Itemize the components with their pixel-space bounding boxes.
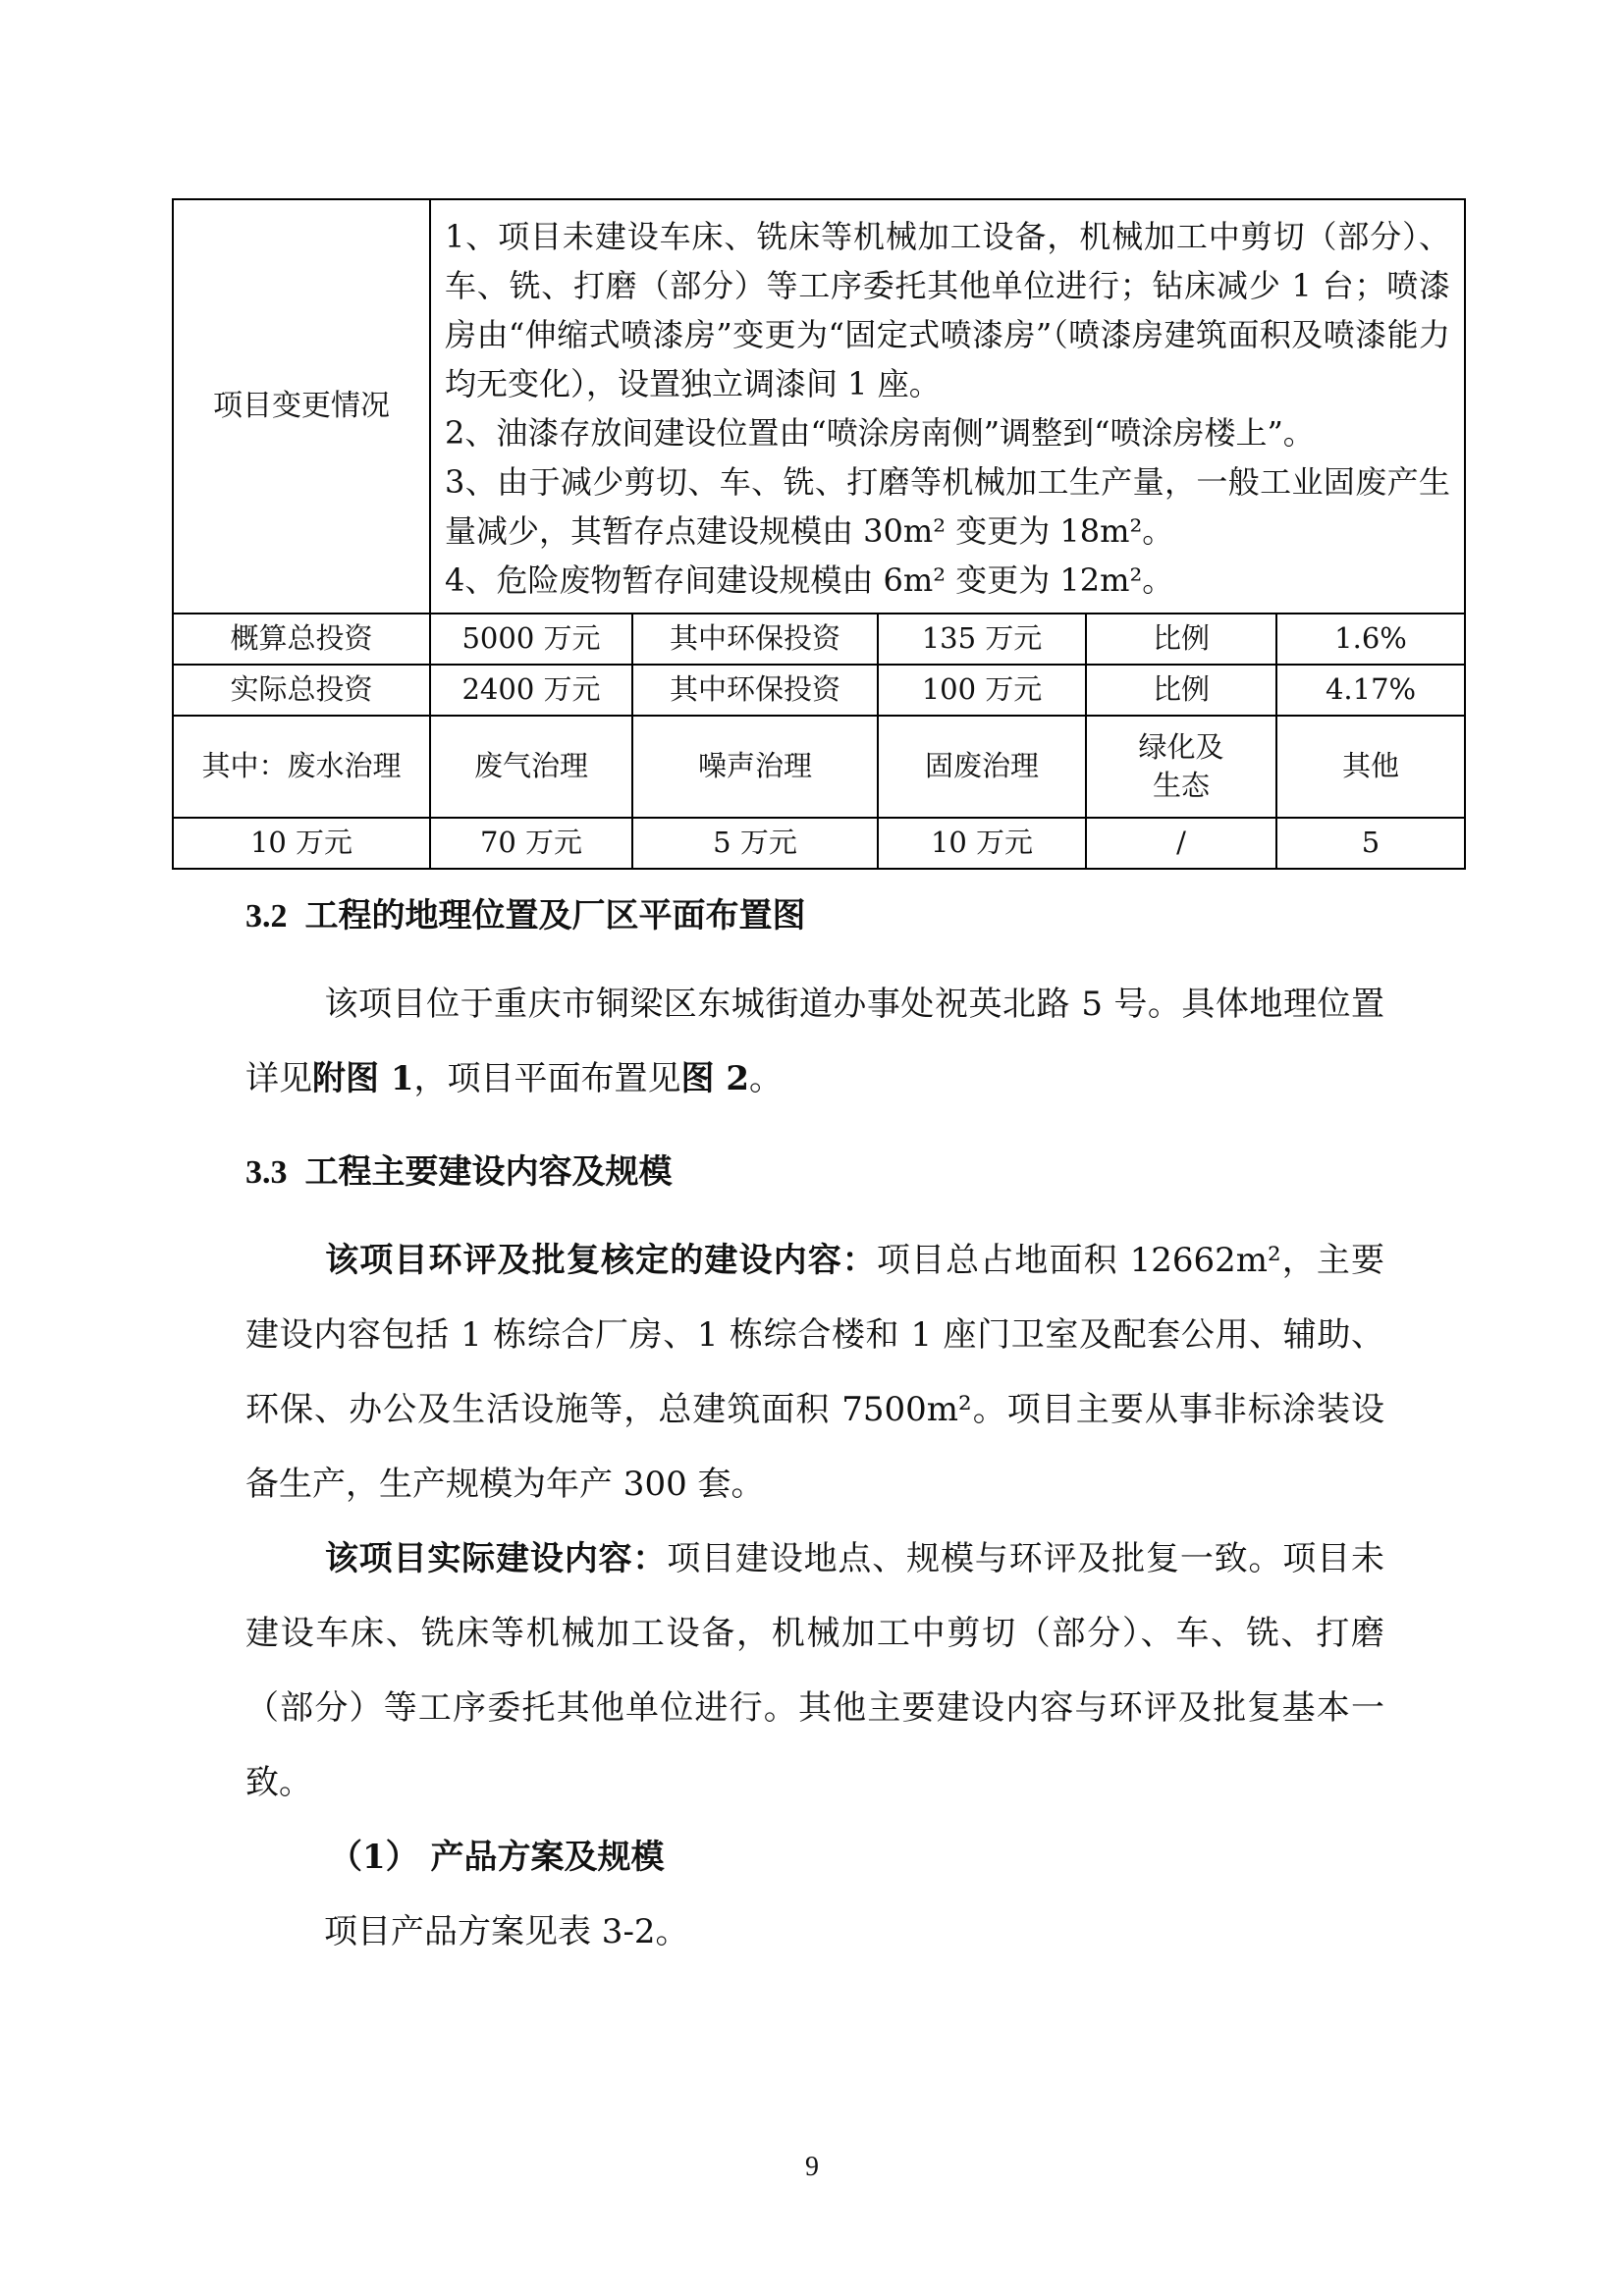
paragraph-lead: 该项目实际建设内容： [324, 1539, 668, 1578]
table-cell: 噪声治理 [632, 716, 878, 818]
location-text: 该项目位于重庆市铜梁区东城街道办事处祝英北路 5 号。具体地理位置详见 [245, 985, 1384, 1098]
section-heading-3-3 [245, 1145, 673, 1193]
actual-row [173, 665, 1465, 716]
location-text: 。 [749, 1059, 783, 1098]
table-cell: 比例 [1086, 614, 1276, 665]
subsection-heading: （1） 产品方案及规模 [329, 1838, 665, 1877]
table-cell: / [1086, 818, 1276, 869]
table-cell: 绿化及生态 [1086, 716, 1276, 818]
table-cell: 其他 [1276, 716, 1465, 818]
figure-reference: 附图 1 [312, 1059, 414, 1098]
table-cell: 概算总投资 [173, 614, 430, 665]
figure-reference: 图 2 [680, 1059, 749, 1098]
change-content-cell [430, 199, 1465, 614]
table-cell: 4.17% [1276, 665, 1465, 716]
paragraph-text: 项目产品方案见表 3-2。 [324, 1912, 689, 1951]
amount-row [173, 818, 1465, 869]
location-text: ，项目平面布置见 [413, 1059, 681, 1098]
table-cell: 实际总投资 [173, 665, 430, 716]
change-item: 1、项目未建设车床、铣床等机械加工设备，机械加工中剪切（部分）、车、铣、打磨（部分）等工序委托其他单位进行；钻床减少 1 台；喷漆房由“伸缩式喷漆房”变更为“固定式喷漆房”（喷漆房建筑面积及喷漆能力均无变化），设置独立调漆间 1 座。 [445, 218, 1451, 402]
section-title: 工程主要建设内容及规模 [304, 1152, 673, 1192]
approved-content-paragraph [245, 1223, 1384, 1522]
table-cell: 70 万元 [430, 818, 632, 869]
section-number: 3.2 [245, 898, 288, 934]
table-cell: 10 万元 [878, 818, 1086, 869]
table-cell: 5 万元 [632, 818, 878, 869]
section-heading-3-2 [245, 888, 806, 936]
page-number: 9 [805, 2152, 819, 2182]
change-item: 2、油漆存放间建设位置由“喷涂房南侧”调整到“喷涂房楼上”。 [445, 414, 1315, 452]
location-paragraph [245, 967, 1384, 1116]
table-cell: 比例 [1086, 665, 1276, 716]
table-cell: 废气治理 [430, 716, 632, 818]
section-number: 3.3 [245, 1154, 288, 1191]
budget-row [173, 614, 1465, 665]
paragraph-lead: 该项目环评及批复核定的建设内容： [324, 1241, 877, 1280]
table-cell: 5000 万元 [430, 614, 632, 665]
change-label-cell: 项目变更情况 [173, 199, 430, 614]
table-cell: 固废治理 [878, 716, 1086, 818]
actual-content-paragraph [245, 1522, 1384, 1820]
project-info-table [172, 198, 1466, 870]
table-cell: 100 万元 [878, 665, 1086, 716]
category-row [173, 716, 1465, 818]
table-cell: 其中环保投资 [632, 614, 878, 665]
section-title: 工程的地理位置及厂区平面布置图 [304, 896, 806, 935]
change-item: 3、由于减少剪切、车、铣、打磨等机械加工生产量，一般工业固废产生量减少，其暂存点建设规模由 30m² 变更为 18m²。 [445, 463, 1451, 550]
table-cell: 1.6% [1276, 614, 1465, 665]
change-item: 4、危险废物暂存间建设规模由 6m² 变更为 12m²。 [445, 561, 1174, 599]
paragraph-text: 项目建设地点、规模与环评及批复一致。项目未建设车床、铣床等机械加工设备，机械加工中剪切（部分）、车、铣、打磨（部分）等工序委托其他单位进行。其他主要建设内容与环评及批复基本一致。 [245, 1539, 1385, 1802]
table-cell: 其中：废水治理 [173, 716, 430, 818]
change-row [173, 199, 1465, 614]
table-cell: 10 万元 [173, 818, 430, 869]
table-cell: 2400 万元 [430, 665, 632, 716]
product-plan-paragraph [245, 1895, 1384, 1969]
table-cell: 5 [1276, 818, 1465, 869]
table-cell: 135 万元 [878, 614, 1086, 665]
table-cell: 其中环保投资 [632, 665, 878, 716]
paragraph-text: 项目总占地面积 12662m²，主要建设内容包括 1 栋综合厂房、1 栋综合楼和 1 座门卫室及配套公用、辅助、环保、办公及生活设施等，总建筑面积 7500m²。项目主要从事非标涂装设备生产，生产规模为年产 300 套。 [245, 1241, 1384, 1504]
